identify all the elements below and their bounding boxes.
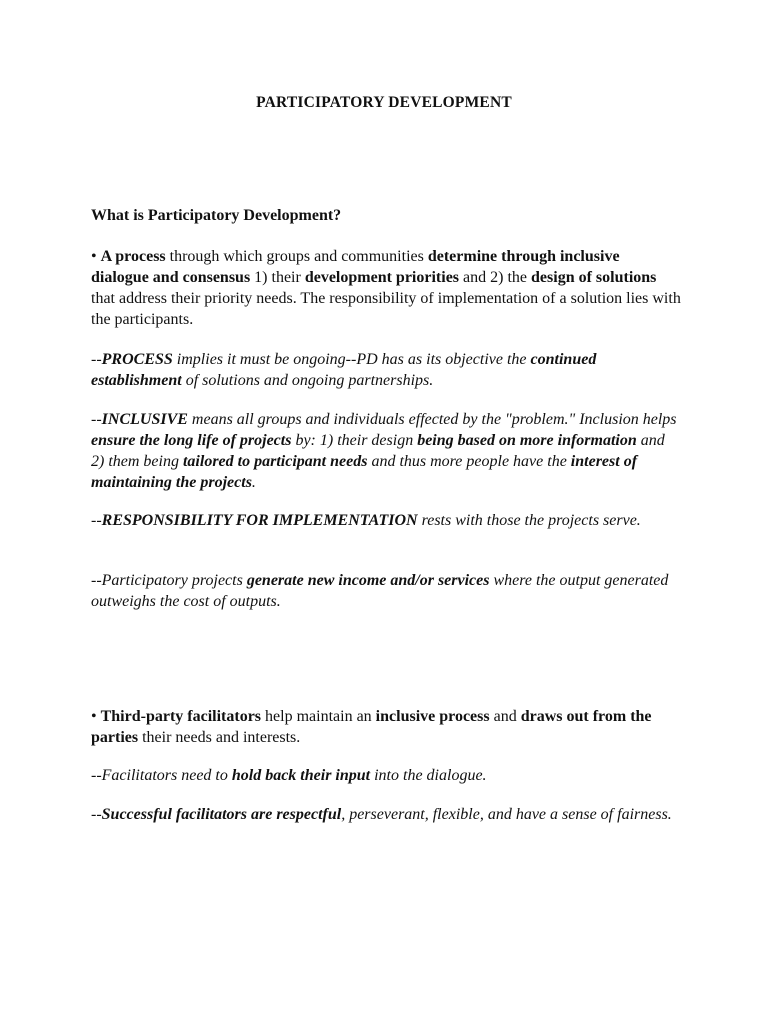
bold-text-run: tailored to participant needs [182,453,368,470]
paragraph-responsibility [91,510,681,531]
text-run: of solutions and ongoing partnerships. [181,372,434,389]
bold-text-run: A process [100,248,166,265]
bold-text-run: development priorities [304,269,460,286]
text-run: their needs and interests. [138,729,301,746]
paragraph-hold-back-input [91,765,681,786]
text-run: help maintain an [261,708,376,725]
text-run: --Facilitators need to [91,767,232,784]
text-run: and 2) them being [91,432,665,470]
bold-text-run: ensure the long life of projects [91,432,292,449]
bold-text-run: RESPONSIBILITY FOR IMPLEMENTATION [101,512,418,529]
paragraph-participatory-projects [91,570,681,612]
paragraph-facilitators [91,706,681,748]
text-run: through which groups and communities [165,248,428,265]
bold-text-run: being based on more information [417,432,637,449]
text-run: • [91,248,101,265]
bold-text-run: design of solutions [531,269,657,286]
text-run: , perseverant, flexible, and have a sense of fairness. [341,806,672,823]
text-run: --Participatory projects [91,572,247,589]
text-run: implies it must be ongoing--PD has as its objective the [172,351,531,368]
text-run: -- [91,806,102,823]
bold-text-run: inclusive process [375,708,490,725]
text-run: into the dialogue. [370,767,487,784]
bold-text-run: continued establishment [91,351,597,389]
text-run: and thus more people have the [367,453,571,470]
paragraph-inclusive [91,409,681,493]
bold-text-run: hold back their input [231,767,371,784]
paragraph-process-definition [91,246,681,330]
text-run: . [251,474,256,491]
text-run: -- [91,411,102,428]
bold-text-run: PROCESS [101,351,173,368]
bold-text-run: interest of maintaining the projects [91,453,638,491]
text-run: where the output generated outweighs the cost of outputs. [91,572,669,610]
bold-text-run: draws out from the parties [91,708,652,746]
text-run: • [91,708,101,725]
bold-text-run: determine through inclusive dialogue and consensus [91,248,620,286]
paragraph-successful-facilitators [91,804,681,825]
text-run: -- [91,351,102,368]
bold-text-run: Successful facilitators are respectful [101,806,342,823]
text-run: by: 1) their design [291,432,418,449]
text-run: means all groups and individuals effected by the "problem." Inclusion helps [187,411,677,428]
bold-text-run: Third-party facilitators [100,708,262,725]
text-run: that address their priority needs. The responsibility of implementation of a solution lies with the participants. [91,290,681,328]
text-run: and 2) the [459,269,532,286]
section-heading: What is Participatory Development? [91,207,342,224]
bold-text-run: generate new income and/or services [246,572,490,589]
bold-text-run: INCLUSIVE [101,411,188,428]
document-title: PARTICIPATORY DEVELOPMENT [256,94,512,111]
paragraph-process [91,349,681,391]
text-run: 1) their [250,269,305,286]
text-run: and [489,708,521,725]
text-run: -- [91,512,102,529]
text-run: rests with those the projects serve. [417,512,641,529]
